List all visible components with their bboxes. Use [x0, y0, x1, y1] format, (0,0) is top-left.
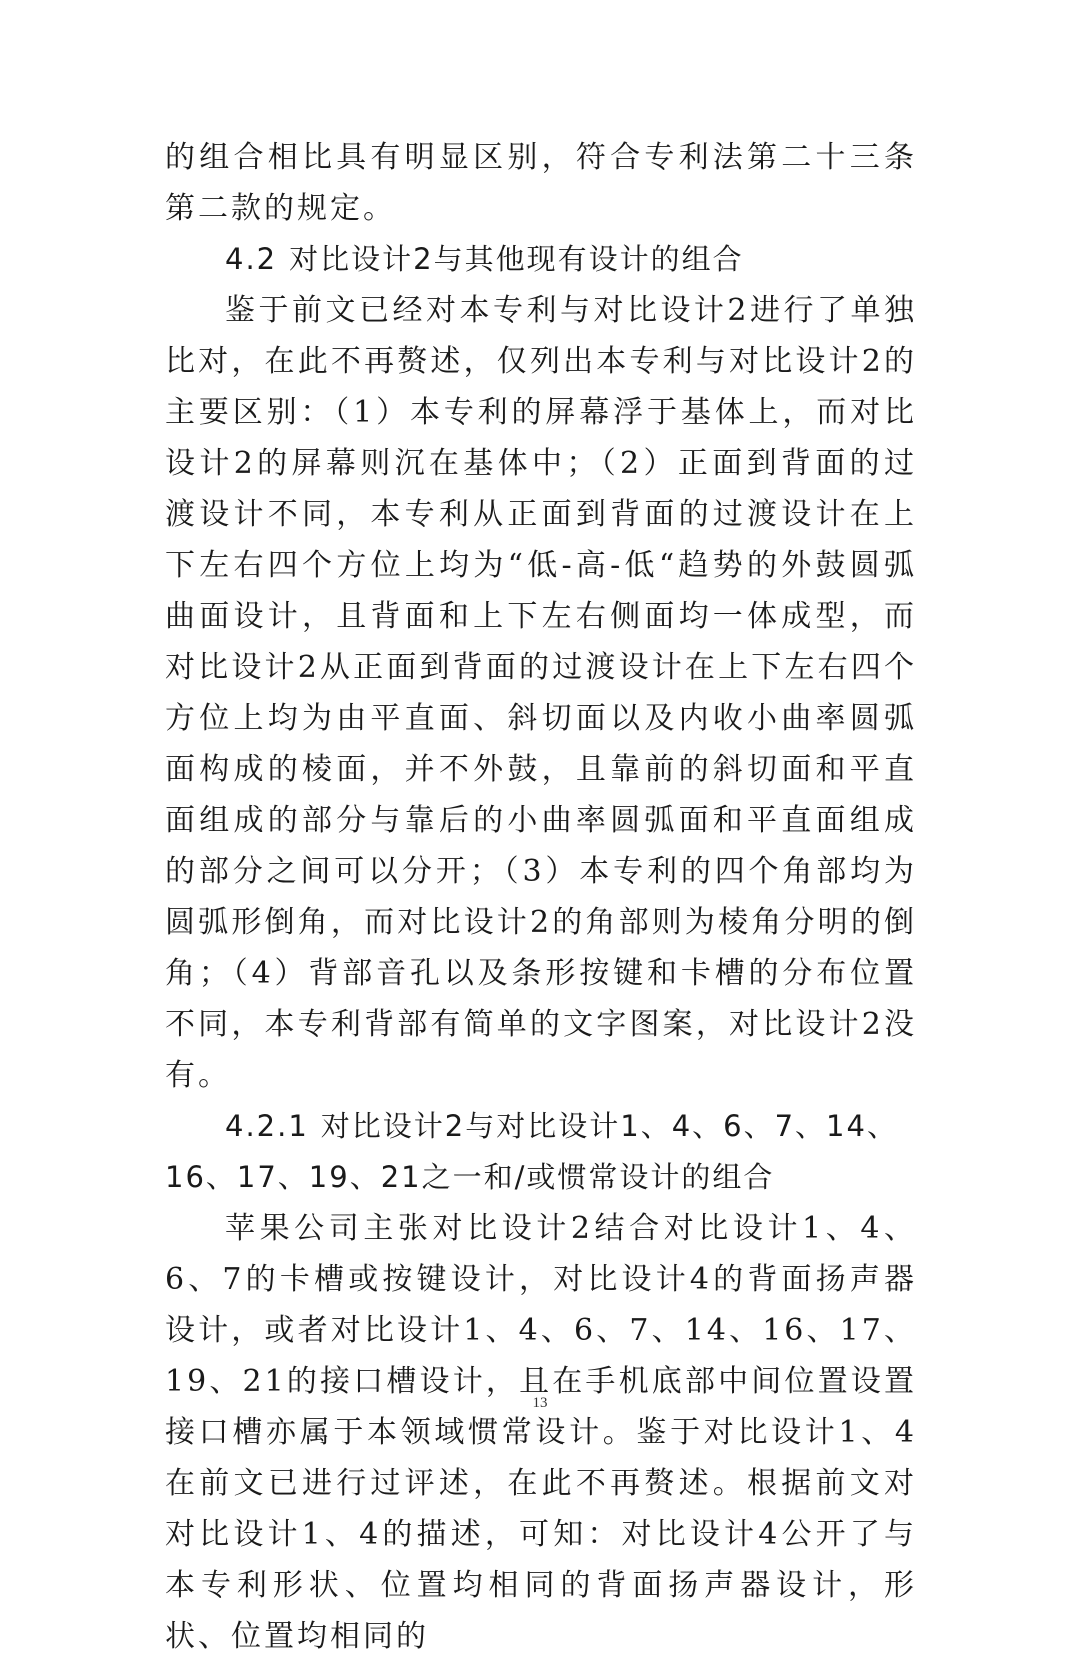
section-title: 对比设计2与对比设计1、4、6、7、14、16、17、19、21之一和/或惯常设计的组合 — [165, 1109, 898, 1194]
section-heading-4-2-1 — [165, 1101, 917, 1203]
body-paragraph-differences: 鉴于前文已经对本专利与对比设计2进行了单独比对，在此不再赘述，仅列出本专利与对比设计2的主要区别：（1）本专利的屏幕浮于基体上，而对比设计2的屏幕则沉在基体中；（2）正面到背面的过渡设计不同，本专利从正面到背面的过渡设计在上下左右四个方位上均为“低-高-低“趋势的外鼓圆弧曲面设计，且背面和上下左右侧面均一体成型，而对比设计2从正面到背面的过渡设计在上下左右四个方位上均为由平直面、斜切面以及内收小曲率圆弧面构成的棱面，并不外鼓，且靠前的斜切面和平直面组成的部分与靠后的小曲率圆弧面和平直面组成的部分之间可以分开；（3）本专利的四个角部均为圆弧形倒角，而对比设计2的角部则为棱角分明的倒角；（4）背部音孔以及条形按键和卡槽的分布位置不同，本专利背部有简单的文字图案，对比设计2没有。 — [165, 293, 917, 1093]
body-paragraph-apple-claim: 苹果公司主张对比设计2结合对比设计1、4、6、7的卡槽或按键设计，对比设计4的背面扬声器设计，或者对比设计1、4、6、7、14、16、17、19、21的接口槽设计，且在手机底部中间位置设置接口槽亦属于本领域惯常设计。鉴于对比设计1、4在前文已进行过评述，在此不再赘述。根据前文对对比设计1、4的描述，可知：对比设计4公开了与本专利形状、位置均相同的背面扬声器设计，形状、位置均相同的 — [165, 1211, 917, 1654]
continuation-paragraph: 的组合相比具有明显区别，符合专利法第二十三条第二款的规定。 — [165, 140, 917, 226]
page-number: 13 — [532, 1395, 548, 1411]
section-number: 4.2.1 — [225, 1109, 309, 1143]
section-number: 4.2 — [225, 242, 278, 276]
section-title: 对比设计2与其他现有设计的组合 — [289, 242, 744, 276]
document-body — [165, 132, 917, 1662]
section-heading-4-2 — [165, 234, 917, 285]
